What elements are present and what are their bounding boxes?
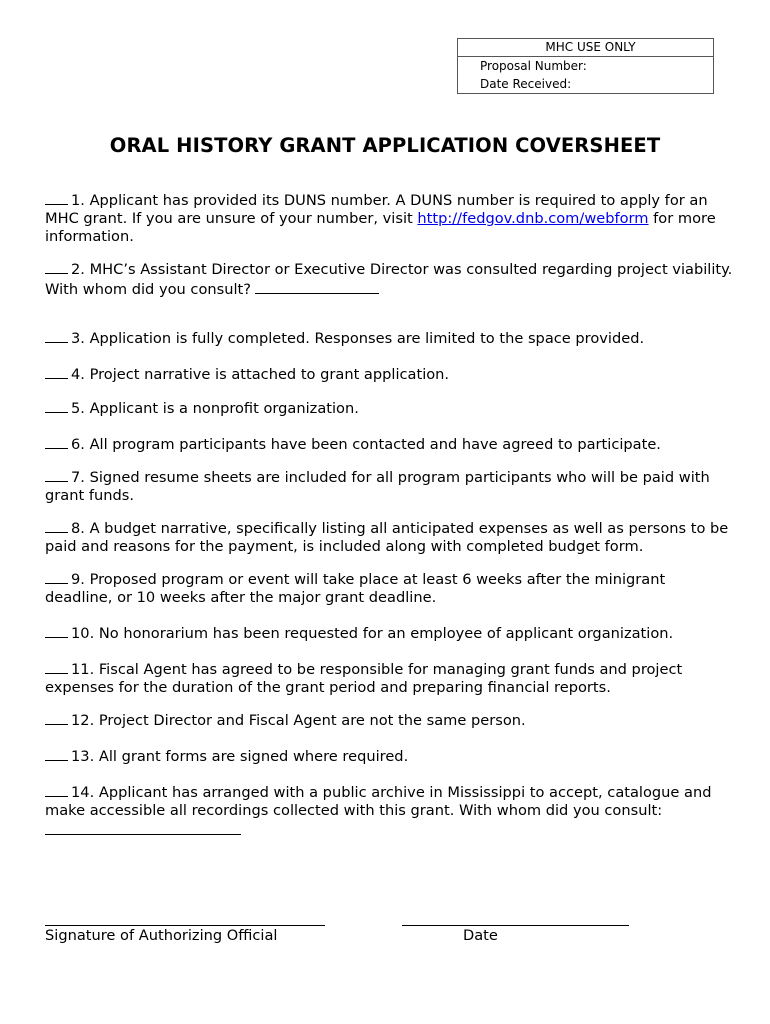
item7-text: 7. Signed resume sheets are included for all program participants who will be paid with grant funds. [45,469,710,504]
item13-text: 13. All grant forms are signed where required. [71,748,409,765]
item1-text-end: for more information. [45,210,716,245]
checklist-item-9 [45,569,735,607]
item9-text: 9. Proposed program or event will take place at least 6 weeks after the minigrant deadline, or 10 weeks after the major grant deadline. [45,571,666,606]
page-title: ORAL HISTORY GRANT APPLICATION COVERSHEET [109,134,661,157]
check-blank[interactable] [45,746,68,761]
proposal-number-label: Proposal Number: [480,59,587,73]
checklist-item-3 [45,328,735,348]
checklist-item-5 [45,398,735,418]
consult-name-field[interactable] [255,279,379,294]
checklist-item-8 [45,518,735,556]
mhc-use-only-box [457,38,714,94]
date-received-label: Date Received: [480,77,572,91]
item2-text: 2. MHC’s Assistant Director or Executive Director was consulted regarding project viability. [71,261,733,278]
check-blank[interactable] [45,190,68,205]
checklist-item-2 [45,259,735,299]
archive-consult-field[interactable] [45,834,241,835]
checklist-item-10 [45,623,735,643]
item5-text: 5. Applicant is a nonprofit organization. [71,400,359,417]
check-blank[interactable] [45,328,68,343]
item4-text: 4. Project narrative is attached to grant application. [71,366,450,383]
check-blank[interactable] [45,659,68,674]
check-blank[interactable] [45,398,68,413]
check-blank[interactable] [45,467,68,482]
checklist-item-12 [45,710,735,730]
checklist-item-11 [45,659,735,697]
check-blank[interactable] [45,710,68,725]
check-blank[interactable] [45,623,68,638]
checklist-item-13 [45,746,735,766]
check-blank[interactable] [45,364,68,379]
item11-text: 11. Fiscal Agent has agreed to be responsible for managing grant funds and project expenses for the duration of the grant period and preparing financial reports. [45,661,683,696]
checklist-item-4 [45,364,735,384]
mhc-use-only-header: MHC USE ONLY [458,39,713,57]
item3-text: 3. Application is fully completed. Responses are limited to the space provided. [71,330,645,347]
date-field[interactable] [402,925,629,926]
consult-question: With whom did you consult? [45,281,251,298]
check-blank[interactable] [45,782,68,797]
item1-text: 1. Applicant has provided its DUNS number. A DUNS number is required to apply for an MHC grant. If you are unsure of your number, visit [45,192,708,227]
signature-label: Signature of Authorizing Official [45,927,278,944]
item8-text: 8. A budget narrative, specifically listing all anticipated expenses as well as persons to be paid and reasons for the payment, is included along with completed budget form. [45,520,729,555]
duns-webform-link[interactable]: http://fedgov.dnb.com/webform [417,210,649,227]
check-blank[interactable] [45,259,68,274]
item6-text: 6. All program participants have been contacted and have agreed to participate. [71,436,661,453]
check-blank[interactable] [45,569,68,584]
checklist-item-14 [45,782,735,820]
check-blank[interactable] [45,518,68,533]
check-blank[interactable] [45,434,68,449]
item14-text: 14. Applicant has arranged with a public archive in Mississippi to accept, catalogue and make accessible all recordings collected with this grant. With whom did you consult: [45,784,712,819]
signature-field[interactable] [45,925,325,926]
item12-text: 12. Project Director and Fiscal Agent are not the same person. [71,712,526,729]
checklist-item-7 [45,467,735,505]
item10-text: 10. No honorarium has been requested for an employee of applicant organization. [71,625,674,642]
checklist-item-6 [45,434,735,454]
date-label: Date [463,927,498,944]
checklist-item-1 [45,190,735,246]
